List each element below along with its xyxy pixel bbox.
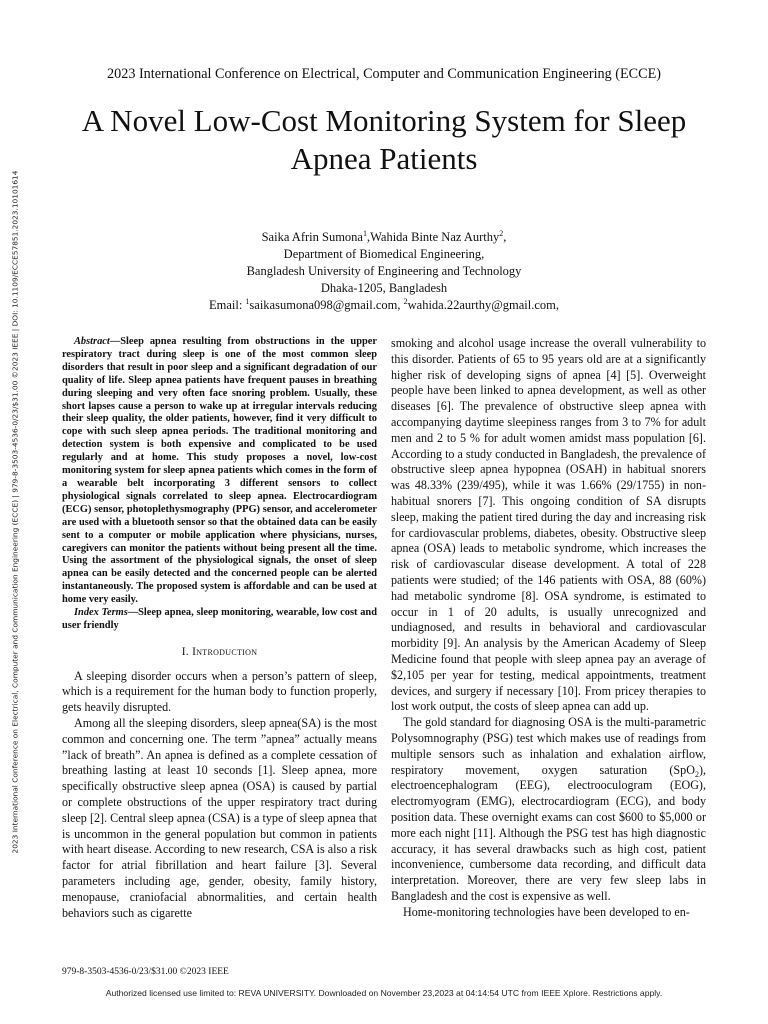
author-emails <box>0 297 768 314</box>
right-paragraph-3: Home-monitoring technologies have been developed to en- <box>403 904 690 919</box>
spo2-subscript: 2 <box>694 769 699 779</box>
right-paragraph-1: smoking and alcohol usage increase the overall vulnerability to this disorder. Patients of 65 to 95 years old are at a significantly higher risk of developing signs of apnea [4] [5]. Overweight people have been linked to apnea development, as well as other diseases [6]. The prevalence of obstructive sleep apnea with accompanying daytime sleepiness ranges from 3 to 7% for adult men and 2 to 5 % for adult women amidst mass population [6]. According to a study conducted in Bangladesh, the prevalence of obstructive sleep apnea hypopnea (OSAH) in habitual snorers was 48.33% (239/495), while it was 1.66% (29/1755) in non-habitual snorers [7]. This ongoing condition of SA disrupts sleep, making the patient tired during the day and increasing risk for cardiovascular problems, diabetes, obesity. Obstructive sleep apnea (OSA) leads to metabolic syndrome, which increases the risk of cardiovascular disease development. A total of 228 patients were studied; of the 146 patients with OSA, 88 (60%) had metabolic syndrome [8]. OSA syndrome, is estimated to occur in 1 of 20 adults, is usually unrecognized and undiagnosed, and results in behavioral and cardiovascular morbidity [9]. An analysis by the American Academy of Sleep Medicine found that people with sleep apnea pay an average of $2,105 per year for testing, medical appointments, treatment devices, and surgery if necessary [10]. From pricey therapies to lost work output, the costs of sleep apnea can add up. <box>391 336 707 714</box>
right-paragraph-2 <box>391 715 706 905</box>
intro-paragraph-2: Among all the sleeping disorders, sleep apnea(SA) is the most common and concerning one. The term ”apnea” actually means ”lack of breath”. An apnea is defined as a complete cessation of breathing lasting at least 10 seconds [1]. Sleep apnea, more specifically obstructive sleep apnea (OSA) is caused by partial or complete obstructions of the upper respiratory tract during sleep [2]. Central sleep apnea (CSA) is a type of sleep apnea that is uncommon in the general population but common in patients with heart disease. According to new research, CSA is also a risk factor for atrial fibrillation and heart failure [3]. Several parameters including age, gender, obesity, family history, menopause, craniofacial abnormalities, and certain health behaviors such as cigarette <box>62 716 377 920</box>
conference-header: 2023 International Conference on Electrical, Computer and Communication Engineering (ECCE) <box>107 66 661 82</box>
paper-title <box>40 102 728 178</box>
right-column <box>391 336 706 920</box>
footer-license: Authorized licensed use limited to: REVA UNIVERSITY. Downloaded on November 23,2023 at 04:14:54 UTC from IEEE Xplore. Restrictions apply. <box>105 988 663 998</box>
author-2-name: Wahida Binte Naz Aurthy <box>370 230 500 244</box>
section-heading-introduction <box>62 645 377 661</box>
abstract-text: —Sleep apnea resulting from obstructions in the upper respiratory tract during sleep is one of the most common sleep disorders that result in poor sleep and a significant degradation of our quality of life. Sleep apnea patients have frequent pauses in breathing during sleeping and very often face snoring problem. Usually, these short lapses cause a person to wake up at irregular intervals reducing their sleep quality, the older patients, however, find it very difficult to cope with such sleep apnea periods. The traditional monitoring and detection system is both expensive and complicated to be used regularly and at home. This study proposes a novel, low-cost monitoring system for sleep apnea patients which comes in the form of a wearable belt incorporating 3 different sensors to collect physiological signals correlated to sleep apnea. Electrocardiogram (ECG) sensor, photoplethysmography (PPG) sensor, and accelerometer are used with a bluetooth sensor so that the obtained data can be easily sent to a computer or mobile application where physicians, nurses, caregivers can monitor the patients without being present all the time. Using the assortment of the physiological signals, the onset of sleep apnea can be easily detected and the concerned people can be alerted instantaneously. The proposed system is affordable and can be used at home very easily. <box>62 336 377 606</box>
author-2-sup: 2 <box>499 229 504 238</box>
email-1-sup: 1 <box>245 297 250 306</box>
author-trail: , <box>503 230 507 244</box>
abstract <box>62 336 377 607</box>
footer-isbn: 979-8-3503-4536-0/23/$31.00 ©2023 IEEE <box>62 967 229 977</box>
section-number: I. <box>181 645 193 658</box>
intro-paragraph-1: A sleeping disorder occurs when a person’s pattern of sleep, which is a requirement for the human body to function properly, gets heavily disrupted. <box>62 668 377 715</box>
email-2-sup: 2 <box>403 297 408 306</box>
author-1-sup: 1 <box>362 229 367 238</box>
email-label: Email: <box>208 298 246 312</box>
section-title: Introduction <box>192 645 258 658</box>
doi-sidebar-text: 2023 International Conference on Electrical, Computer and Communication Engineering (ECCE) | 979-8-3503-4536-0/23/$31.00 ©2023 IEEE | DOI: 10.1109/ECCE57851.2023.10101614 <box>10 170 20 854</box>
email-1: saikasumona098@gmail.com, <box>249 298 404 312</box>
author-city: Dhaka-1205, Bangladesh <box>320 281 448 295</box>
doi-sidebar <box>8 0 22 1024</box>
index-terms <box>62 607 377 633</box>
right-paragraph-2-a: The gold standard for diagnosing OSA is the multi-parametric Polysomnography (PSG) test which makes use of readings from multiple sensors such as inhalation and exhalation airflow, respiratory movement, oxygen saturation (SpO <box>391 715 706 777</box>
author-1-name: Saika Afrin Sumona <box>261 230 363 244</box>
author-names <box>0 229 768 246</box>
author-block <box>0 229 768 314</box>
author-university: Bangladesh University of Engineering and Technology <box>246 264 522 278</box>
email-2: wahida.22aurthy@gmail.com, <box>407 298 560 312</box>
abstract-lead: Abstract <box>74 336 110 347</box>
index-terms-text: —Sleep apnea, sleep monitoring, wearable, low cost and user friendly <box>62 607 377 631</box>
left-column <box>62 336 377 921</box>
author-department: Department of Biomedical Engineering, <box>283 247 485 261</box>
author-separator: , <box>366 230 371 244</box>
right-paragraph-2-b: ), electroencephalogram (EEG), electrooculogram (EOG), electromyogram (EMG), electrocardiogram (ECG), and body position data. These overnight exams can cost $600 to $5,000 or more each night [11]. Although the PSG test has high diagnostic accuracy, it has several drawbacks such as high cost, patient inconvenience, cumbersome data recording, and difficult data interpretation. Moreover, there are very few sleep labs in Bangladesh and the cost is expensive as well. <box>391 762 706 903</box>
title-line-2: Apnea Patients <box>290 141 478 176</box>
title-line-1: A Novel Low-Cost Monitoring System for Sleep <box>81 103 687 138</box>
index-terms-lead: Index Terms <box>74 607 128 619</box>
